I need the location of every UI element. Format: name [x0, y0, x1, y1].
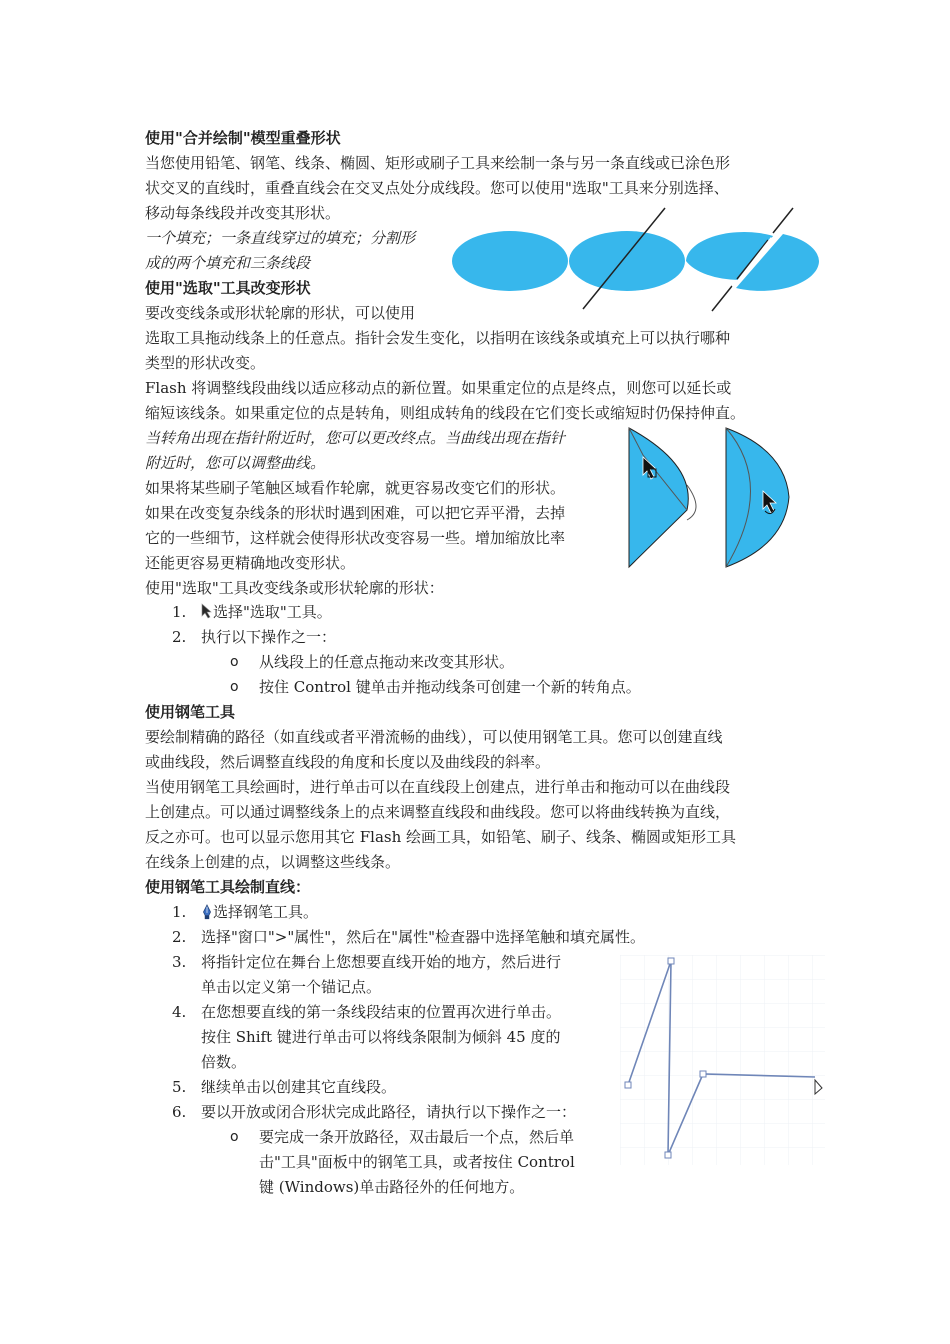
paragraph-line: 移动每条线段并改变其形状。 — [145, 204, 341, 222]
selection-tool-icon — [201, 603, 213, 619]
step-text: 在您想要直线的第一条线段结束的位置再次进行单击。 — [201, 1003, 562, 1021]
sub-bullet: o — [230, 1129, 239, 1145]
figure-caption: 附近时，您可以调整曲线。 — [145, 454, 326, 472]
reshape-figure — [625, 425, 795, 570]
sub-bullet: o — [230, 679, 239, 695]
anchor-point — [665, 1152, 671, 1158]
paragraph-line: 它的一些细节，这样就会使得形状改变容易一些。增加缩放比率 — [145, 529, 566, 547]
figure-caption: 一个填充；一条直线穿过的填充；分割形 — [145, 229, 416, 247]
ellipse-fill-2 — [569, 231, 685, 291]
step-text: 单击以定义第一个锚记点。 — [201, 978, 382, 996]
paragraph-line: 缩短该线条。如果重定位的点是转角，则组成转角的线段在它们变长或缩短时仍保持伸直。 — [145, 404, 746, 422]
step-number: 5. — [172, 1078, 187, 1096]
step-number: 1. — [172, 603, 187, 621]
heading-merge-drawing: 使用"合并绘制"模型重叠形状 — [145, 129, 341, 147]
paragraph-line: 当使用钢笔工具绘画时，进行单击可以在直线段上创建点，进行单击和拖动可以在曲线段 — [145, 778, 731, 796]
split-segment-1 — [773, 208, 793, 233]
anchor-point — [625, 1082, 631, 1088]
heading-pen-tool: 使用钢笔工具 — [145, 703, 236, 721]
sub-item-text: 从线段上的任意点拖动来改变其形状。 — [259, 653, 515, 671]
anchor-point — [668, 958, 674, 964]
sub-bullet: o — [230, 654, 239, 670]
paragraph-line: 类型的形状改变。 — [145, 354, 266, 372]
reshape-shape-curve — [726, 428, 789, 567]
paragraph-line: 使用"选取"工具改变线条或形状轮廓的形状： — [145, 579, 444, 597]
step-label: 选择钢笔工具。 — [213, 903, 319, 921]
paragraph-line: 当您使用铅笔、钢笔、线条、椭圆、矩形或刷子工具来绘制一条与另一条直线或已涂色形 — [145, 154, 731, 172]
sub-item-text: 键 (Windows)单击路径外的任何地方。 — [259, 1178, 525, 1196]
pen-path-figure — [620, 955, 830, 1165]
step-text: 倍数。 — [201, 1053, 247, 1071]
step-text: 要以开放或闭合形状完成此路径，请执行以下操作之一： — [201, 1103, 577, 1121]
step-number: 1. — [172, 903, 187, 921]
step-number: 2. — [172, 928, 187, 946]
step-text: 执行以下操作之一： — [201, 628, 337, 646]
step-text: 选择"窗口">"属性"，然后在"属性"检查器中选择笔触和填充属性。 — [201, 928, 645, 946]
step-text: 按住 Shift 键进行单击可以将线条限制为倾斜 45 度的 — [201, 1028, 561, 1046]
paragraph-line: 选取工具拖动线条上的任意点。指针会发生变化，以指明在该线条或填充上可以执行哪种 — [145, 329, 731, 347]
figure-caption: 成的两个填充和三条线段 — [145, 254, 311, 272]
paragraph-line: 如果在改变复杂线条的形状时遇到困难，可以把它弄平滑，去掉 — [145, 504, 566, 522]
step-text — [201, 900, 318, 924]
paragraph-line: 状交叉的直线时，重叠直线会在交叉点处分成线段。您可以使用"选取"工具来分别选择、 — [145, 179, 729, 197]
pen-tool-icon — [201, 904, 213, 920]
step-text: 将指针定位在舞台上您想要直线开始的地方，然后进行 — [201, 953, 562, 971]
step-number: 2. — [172, 628, 187, 646]
ellipse-fill-1 — [452, 231, 568, 291]
step-number: 3. — [172, 953, 187, 971]
step-text: 继续单击以创建其它直线段。 — [201, 1078, 397, 1096]
stage-grid — [620, 955, 825, 1165]
paragraph-line: 或曲线段，然后调整直线段的角度和长度以及曲线段的斜率。 — [145, 753, 551, 771]
step-label: 选择"选取"工具。 — [213, 603, 332, 621]
step-number: 6. — [172, 1103, 187, 1121]
paragraph-line: 上创建点。可以通过调整线条上的点来调整直线段和曲线段。您可以将曲线转换为直线， — [145, 803, 731, 821]
step-text — [201, 600, 332, 624]
paragraph-line: 还能更容易更精确地改变形状。 — [145, 554, 356, 572]
paragraph-line: 要绘制精确的路径（如直线或者平滑流畅的曲线），可以使用钢笔工具。您可以创建直线 — [145, 728, 723, 746]
heading-selection-tool: 使用"选取"工具改变形状 — [145, 279, 311, 297]
overlap-ellipses-figure — [450, 205, 830, 320]
paragraph-line: 要改变线条或形状轮廓的形状，可以使用 — [145, 304, 416, 322]
reshape-shape-corner — [629, 428, 688, 567]
anchor-point — [700, 1071, 706, 1077]
paragraph-line: 反之亦可。也可以显示您用其它 Flash 绘画工具，如铅笔、刷子、线条、椭圆或矩形工具 — [145, 828, 737, 846]
split-segment-3 — [712, 286, 732, 311]
figure-caption: 当转角出现在指针附近时，您可以更改终点。当曲线出现在指针 — [145, 429, 566, 447]
paragraph-line: 在线条上创建的点，以调整这些线条。 — [145, 853, 401, 871]
paragraph-line: Flash 将调整线段曲线以适应移动点的新位置。如果重定位的点是终点，则您可以延长或 — [145, 379, 732, 397]
step-number: 4. — [172, 1003, 187, 1021]
sub-item-text: 击"工具"面板中的钢笔工具，或者按住 Control — [259, 1153, 575, 1171]
sub-item-text: 按住 Control 键单击并拖动线条可创建一个新的转角点。 — [259, 678, 641, 696]
sub-item-text: 要完成一条开放路径，双击最后一个点，然后单 — [259, 1128, 575, 1146]
paragraph-line: 如果将某些刷子笔触区域看作轮廓，就更容易改变它们的形状。 — [145, 479, 566, 497]
heading-pen-straight-lines: 使用钢笔工具绘制直线： — [145, 878, 311, 896]
